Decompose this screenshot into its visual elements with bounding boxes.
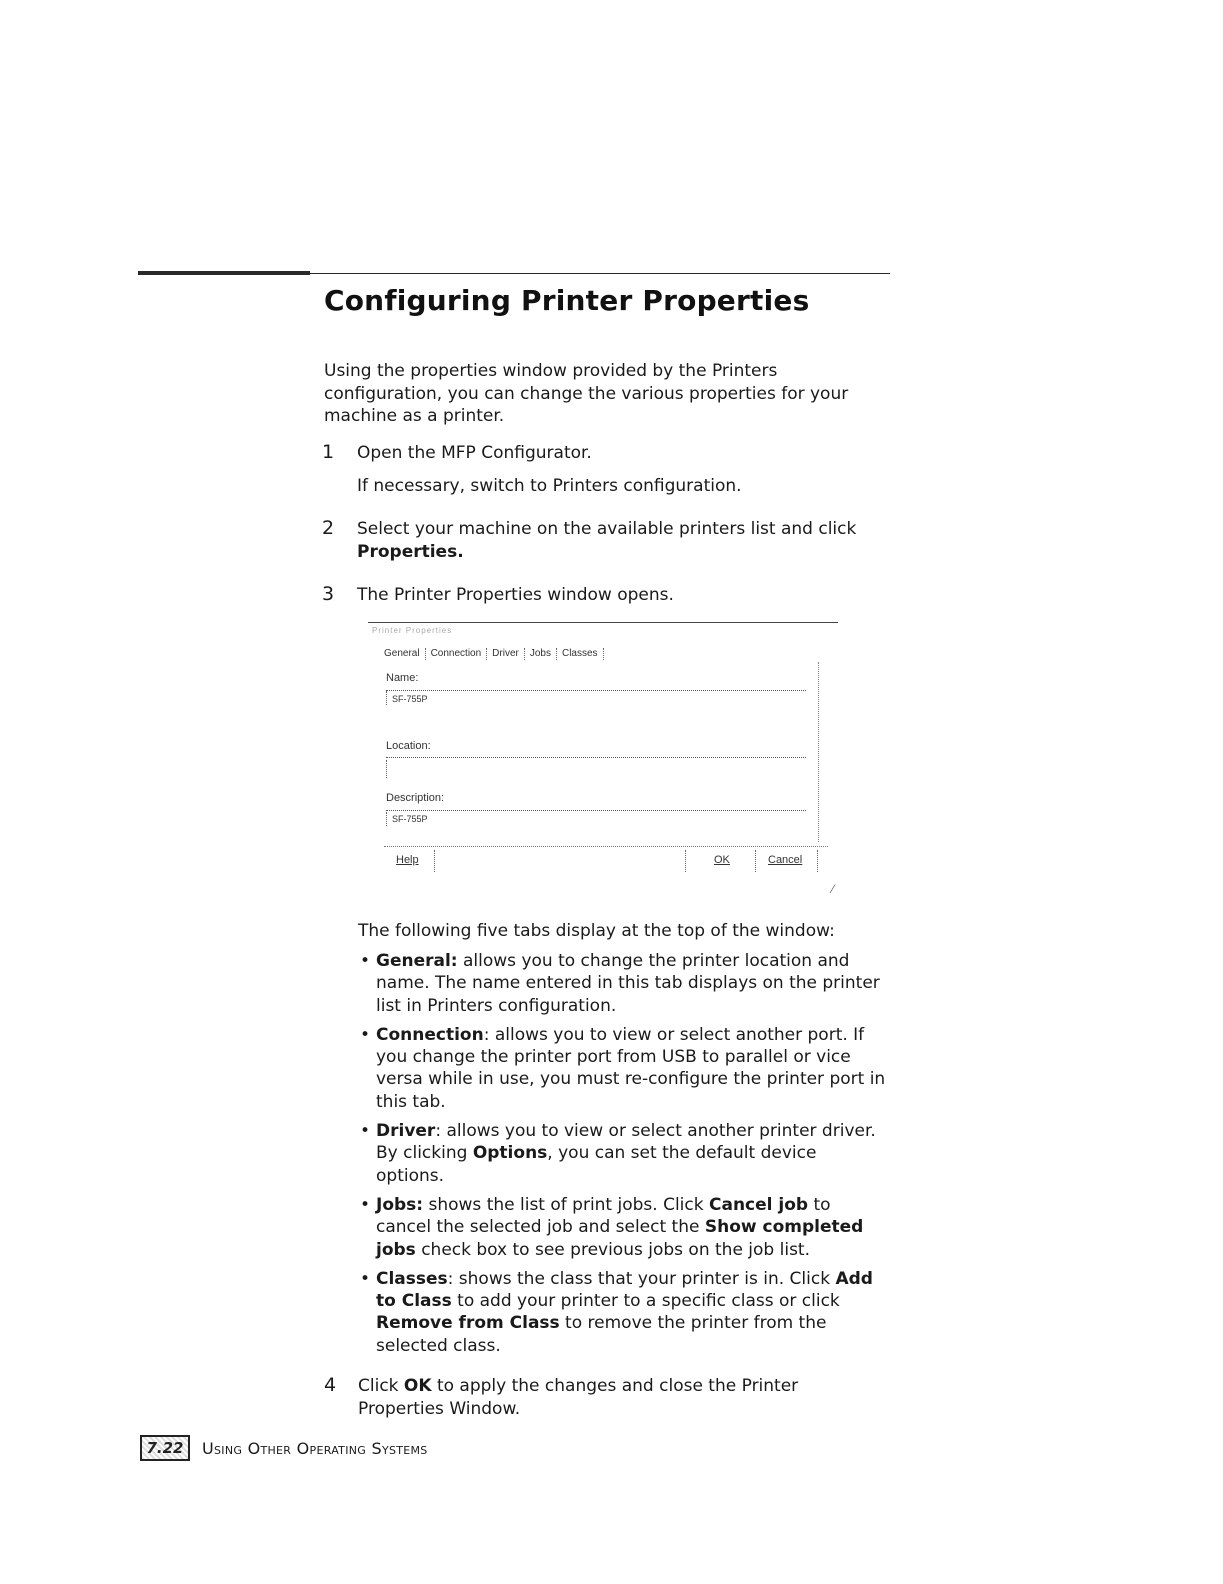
resize-grip-icon[interactable]: ⁄ [831,882,834,896]
page-title: Configuring Printer Properties [324,284,810,317]
list-item: • Connection: allows you to view or select another port. If you change the printer port from USB to parallel or vice versa while in use, you must re-configure the printer port in this tab. [358,1024,888,1113]
name-field-edge [386,691,387,705]
help-button[interactable]: Help [396,854,419,866]
location-field-edge [386,760,387,778]
list-item: • Classes: shows the class that your printer is in. Click Add to Class to add your printer to a specific class or click Remove from Class to remove the printer from the selected class. [358,1268,888,1357]
section-title: Using Other Operating Systems [202,1438,428,1458]
dialog-border [368,622,838,623]
dialog-separator [384,846,828,847]
tab-jobs[interactable]: Jobs [525,648,557,660]
description-field-edge [386,812,387,826]
description-field-border [386,810,806,811]
description-input[interactable]: SF-755P [392,814,428,824]
cancel-button-edge [755,850,756,872]
page-footer [140,1434,428,1462]
step-text: Open the MFP Configurator. [357,443,592,463]
location-label: Location: [386,740,431,752]
tab-classes[interactable]: Classes [557,648,604,660]
step-number: 2 [322,517,335,539]
ok-button-edge [685,850,686,872]
name-label: Name: [386,672,419,684]
ok-button[interactable]: OK [714,854,730,866]
tab-connection[interactable]: Connection [426,648,488,660]
cancel-button[interactable]: Cancel [768,854,803,866]
location-field-border [386,757,806,758]
step-text: Select your machine on the available printers list and click Properties. [357,519,857,562]
step-subtext: If necessary, switch to Printers configuration. [357,476,742,496]
tab-driver[interactable]: Driver [487,648,525,660]
list-item: • Driver: allows you to view or select another printer driver. By clicking Options, you can set the default device options. [358,1120,888,1187]
step-text: Click OK to apply the changes and close the Printer Properties Window. [358,1376,799,1419]
header-rule-thick [138,271,310,275]
help-button-edge [434,850,435,872]
list-item: • General: allows you to change the printer location and name. The name entered in this tab displays on the printer list in Printers configuration. [358,950,888,1017]
page-number: 7.22 [140,1435,190,1461]
dialog-right-button-edge [817,850,818,872]
tab-general[interactable]: General [384,648,426,660]
name-input[interactable]: SF-755P [392,694,428,704]
list-item: • Jobs: shows the list of print jobs. Click Cancel job to cancel the selected job and select the Show completed jobs check box to see previous jobs on the job list. [358,1194,888,1261]
dialog-edge [818,662,819,842]
step-text: The Printer Properties window opens. [357,585,674,605]
step-number: 4 [324,1374,337,1396]
step-number: 3 [322,583,335,605]
dialog-tabs [384,648,604,660]
header-rule [310,273,890,274]
description-label: Description: [386,792,445,804]
tab-descriptions [358,950,888,1364]
intro-paragraph: Using the properties window provided by the Printers configuration, you can change the various properties for your machine as a printer. [324,361,849,426]
step-number: 1 [322,441,335,463]
name-field-border [386,690,806,691]
dialog-title: Printer Properties [372,626,453,635]
tabs-intro: The following five tabs display at the top of the window: [358,921,835,941]
printer-properties-dialog [362,622,840,898]
